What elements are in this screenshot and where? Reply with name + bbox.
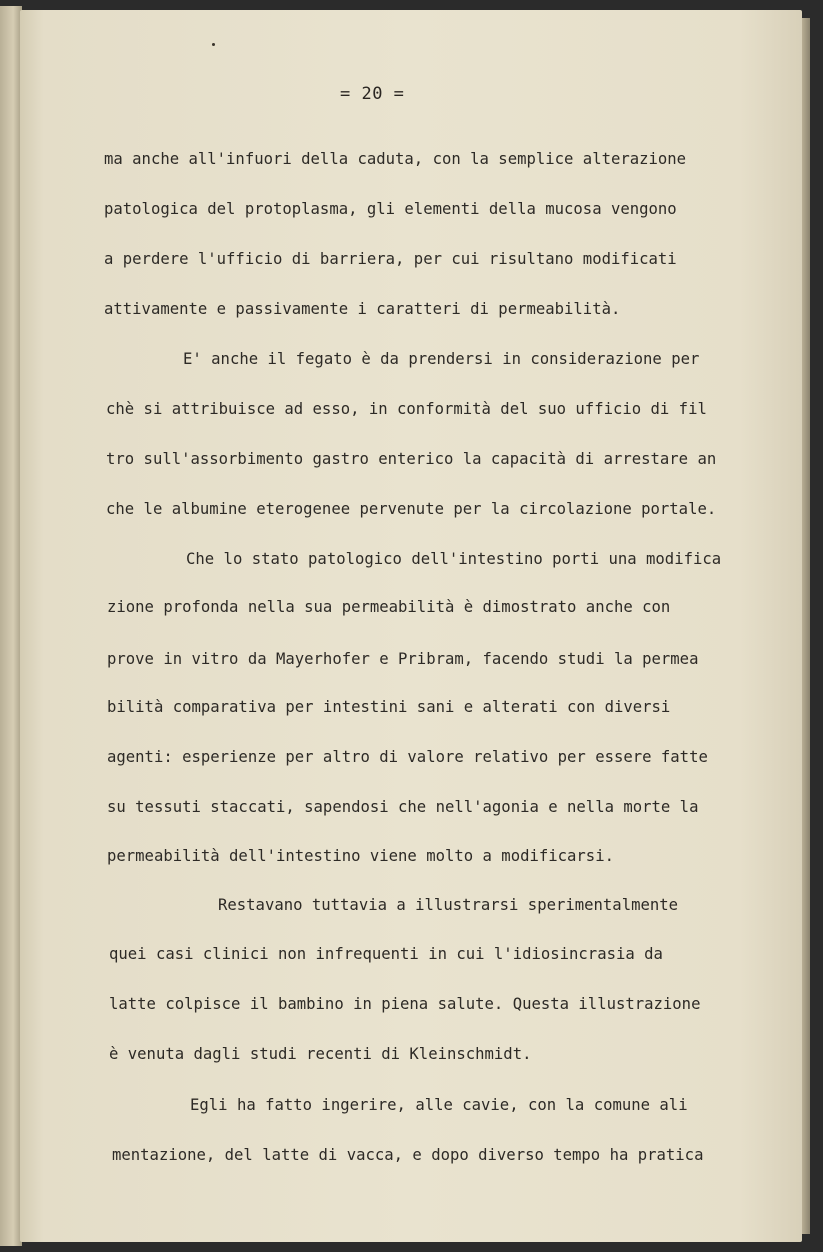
text-line-14: su tessuti staccati, sapendosi che nell'agonia e nella morte la: [107, 798, 699, 816]
text-line-9: Che lo stato patologico dell'intestino porti una modifica: [186, 550, 722, 568]
text-line-8: che le albumine eterogenee pervenute per la circolazione portale.: [106, 500, 717, 518]
text-line-7: tro sull'assorbimento gastro enterico la capacità di arrestare an: [106, 450, 717, 468]
text-line-2: patologica del protoplasma, gli elementi della mucosa vengono: [104, 200, 677, 218]
previous-page-edge: [0, 6, 22, 1246]
text-line-19: è venuta dagli studi recenti di Kleinschmidt.: [109, 1045, 532, 1063]
page-stack-edge: [802, 18, 810, 1234]
text-line-15: permeabilità dell'intestino viene molto a modificarsi.: [107, 847, 614, 865]
text-line-12: bilità comparativa per intestini sani e alterati con diversi: [107, 698, 671, 716]
text-line-5: E' anche il fegato è da prendersi in considerazione per: [183, 350, 700, 368]
text-line-20: Egli ha fatto ingerire, alle cavie, con la comune ali: [190, 1096, 688, 1114]
text-line-1: ma anche all'infuori della caduta, con la semplice alterazione: [104, 150, 687, 168]
text-line-6: chè si attribuisce ad esso, in conformità del suo ufficio di fil: [106, 400, 707, 418]
text-line-17: quei casi clinici non infrequenti in cui l'idiosincrasia da: [109, 945, 663, 963]
text-line-3: a perdere l'ufficio di barriera, per cui risultano modificati: [104, 250, 677, 268]
text-line-21: mentazione, del latte di vacca, e dopo diverso tempo ha pratica: [112, 1146, 704, 1164]
text-line-11: prove in vitro da Mayerhofer e Pribram, facendo studi la permea: [107, 650, 699, 668]
text-line-10: zione profonda nella sua permeabilità è dimostrato anche con: [107, 598, 671, 616]
text-line-13: agenti: esperienze per altro di valore relativo per essere fatte: [107, 748, 708, 766]
page-number: = 20 =: [340, 84, 405, 104]
text-line-18: latte colpisce il bambino in piena salute. Questa illustrazione: [109, 995, 701, 1013]
ink-speck: [212, 43, 215, 46]
text-line-4: attivamente e passivamente i caratteri di permeabilità.: [104, 300, 621, 318]
text-line-16: Restavano tuttavia a illustrarsi sperimentalmente: [218, 896, 679, 914]
